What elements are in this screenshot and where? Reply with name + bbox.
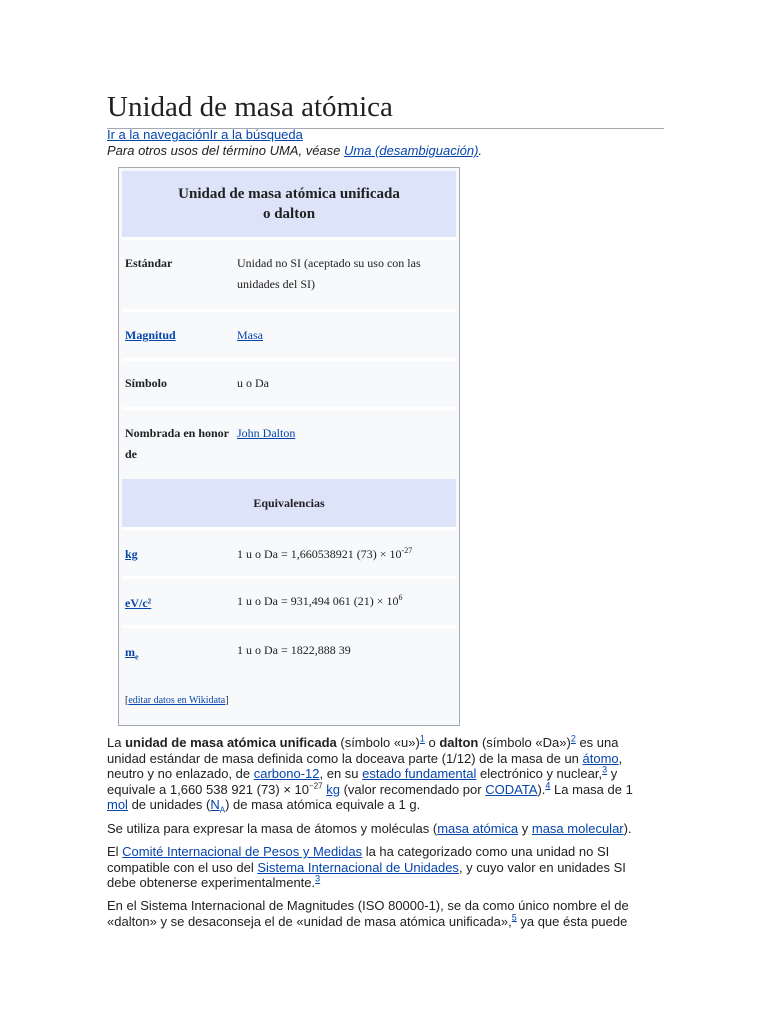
si-link[interactable]: Sistema Internacional de Unidades <box>257 859 459 875</box>
ref-1[interactable]: 1 <box>419 733 425 744</box>
ref-3[interactable]: 3 <box>602 764 608 775</box>
term-dalton: dalton <box>439 735 479 750</box>
edit-wikidata-link[interactable]: editar datos en Wikidata <box>128 695 226 706</box>
infobox-equiv-value <box>237 591 447 612</box>
infobox-title-line2: o dalton <box>262 206 316 222</box>
ref-3b[interactable]: 3 <box>315 873 321 884</box>
jump-to-search-link[interactable]: Ir a la búsqueda <box>209 127 303 142</box>
term-uma: unidad de masa atómica unificada <box>125 735 337 750</box>
infobox-row-estandar <box>122 237 456 309</box>
infobox-row-magnitud <box>122 309 456 357</box>
john-dalton-link[interactable]: John Dalton <box>237 426 296 440</box>
infobox-value: Unidad no SI (aceptado su uso con las unidades del SI) <box>237 256 421 291</box>
paragraph-iso: En el Sistema Internacional de Magnitudes (ISO 80000-1), se da como único nombre el de «dalton» y se desaconseja el de «unidad de masa atómica unificada»,$^5$ ya que ésta puede <box>107 898 629 929</box>
infobox-footer: [editar datos en Wikidata] <box>125 695 229 706</box>
paragraph-cipm: El Comité Internacional de Pesos y Medidas la ha categorizado como una unidad no SI compatible con el uso del Sistema Internacional de Unidades, y cuyo valor en unidades SI debe obtenerse experimentalmente.$^3$ <box>107 844 626 890</box>
equiv-exponent: 6 <box>398 593 403 602</box>
infobox-equiv-value <box>237 544 447 565</box>
hatnote <box>107 143 482 159</box>
carbono-12-link[interactable]: carbono-12 <box>253 766 320 781</box>
electron-mass-link[interactable] <box>125 642 233 663</box>
infobox-title-line1: Unidad de masa atómica unificada <box>178 186 400 202</box>
atomo-link[interactable]: átomo <box>582 750 619 766</box>
kg-link[interactable]: kg <box>125 547 138 561</box>
page-title: Unidad de masa atómica <box>107 88 664 129</box>
mol-link[interactable]: mol <box>107 797 128 812</box>
infobox-label: Estándar <box>125 256 173 270</box>
hatnote-text: Para otros usos del término UMA, véase <box>107 143 344 158</box>
masa-atomica-link[interactable]: masa atómica <box>437 821 519 836</box>
codata-link[interactable]: CODATA <box>485 781 538 797</box>
infobox-equiv-ev <box>122 576 456 625</box>
kg-text-link[interactable]: kg <box>326 781 340 797</box>
infobox-value: u o Da <box>237 376 269 390</box>
infobox-row-simbolo <box>122 358 456 407</box>
infobox-equiv-value: 1 u o Da = 1822,888 39 <box>237 643 351 657</box>
avogadro-link[interactable]: $N_A$ <box>210 797 226 815</box>
disambiguation-link[interactable]: Uma (desambiguación) <box>344 143 479 158</box>
infobox-row-honor <box>122 407 456 479</box>
equiv-text: 1 u o Da = 1,660538921 (73) × 10 <box>237 547 402 561</box>
masa-link[interactable]: Masa <box>237 328 263 342</box>
cipm-link[interactable]: Comité Internacional de Pesos y Medidas <box>122 844 363 859</box>
paragraph-uso: Se utiliza para expresar la masa de átomos y moléculas (masa atómica y masa molecular). <box>107 821 632 836</box>
ev-c2-link[interactable]: eV/c² <box>125 596 152 610</box>
ref-2[interactable]: 2 <box>570 733 576 744</box>
estado-fundamental-link[interactable]: estado fundamental <box>362 766 477 781</box>
infobox <box>118 167 460 726</box>
hatnote-suffix: . <box>478 143 483 158</box>
ref-5[interactable]: 5 <box>511 912 517 923</box>
jump-to-navigation-link[interactable]: Ir a la navegación <box>107 127 210 142</box>
infobox-section-equivalencias: Equivalencias <box>122 479 456 527</box>
unit-symbol: m <box>125 645 135 659</box>
unit-subscript: e <box>135 652 139 662</box>
exponent: −27 <box>309 781 323 791</box>
infobox-equiv-kg <box>122 527 456 576</box>
infobox-equiv-me <box>122 625 456 674</box>
infobox-title <box>122 171 456 237</box>
equiv-text: 1 u o Da = 931,494 061 (21) × 10 <box>237 594 399 608</box>
magnitud-link[interactable]: Magnitud <box>125 328 176 342</box>
ref-4[interactable]: 4 <box>545 780 551 791</box>
masa-molecular-link[interactable]: masa molecular <box>531 821 624 836</box>
infobox-label: Símbolo <box>125 376 168 390</box>
jump-links <box>107 127 303 143</box>
equiv-exponent: -27 <box>401 546 413 555</box>
infobox-label: Nombrada en honor de <box>125 426 229 461</box>
paragraph-intro: La unidad de masa atómica unificada (símbolo «u»)$^1$ o dalton (símbolo «Da»)$^2$ es una unidad estándar de masa definida como la doceava parte (1/12) de la masa de un átomo, neutro y no enlazado, de carbono-12, en su estado fundamental electrónico y nuclear,$^3$ y equivale a 1,660 538 921 $(73) \times 10^{-27}$ kg (valor recomendado por CODATA).$^4$ La masa de 1 mol de unidades $(N_A)$ de masa atómica equivale a 1 g. <box>107 733 633 815</box>
